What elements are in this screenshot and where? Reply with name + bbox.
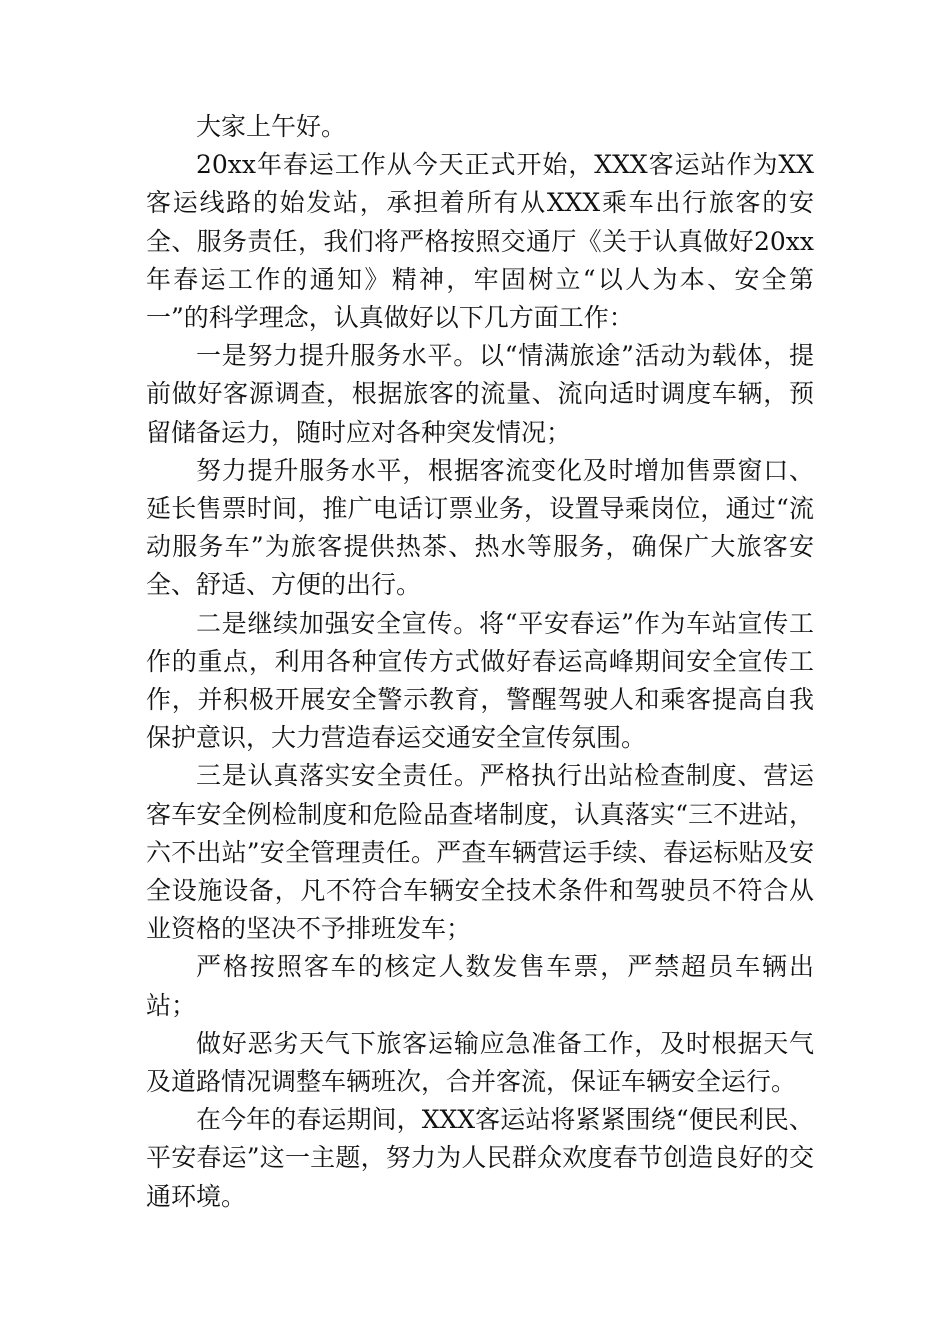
closing-paragraph: 在今年的春运期间，XXX客运站将紧紧围绕“便民利民、平安春运”这一主题，努力为人民群众欢度春节创造良好的交通环境。 [146,1105,814,1211]
service-detail-paragraph: 努力提升服务水平，根据客流变化及时增加售票窗口、延长售票时间，推广电话订票业务，设置导乘岗位，通过“流动服务车”为旅客提供热茶、热水等服务，确保广大旅客安全、舒适、方便的出行。 [146,455,814,600]
service-paragraph: 一是努力提升服务水平。以“情满旅途”活动为载体，提前做好客源调查，根据旅客的流量、流向适时调度车辆，预留储备运力，随时应对各种突发情况； [146,341,814,447]
safety-publicity-paragraph: 二是继续加强安全宣传。将“平安春运”作为车站宣传工作的重点，利用各种宣传方式做好春运高峰期间安全宣传工作，并积极开展安全警示教育，警醒驾驶人和乘客提高自我保护意识，大力营造春运交通安全宣传氛围。 [146,608,814,753]
greeting-paragraph: 大家上午好。 [196,112,347,141]
safety-responsibility-paragraph: 三是认真落实安全责任。严格执行出站检查制度、营运客车安全例检制度和危险品查堵制度，认真落实“三不进站，六不出站”安全管理责任。严查车辆营运手续、春运标贴及安全设施设备，凡不符合车辆安全技术条件和驾驶员不符合从业资格的坚决不予排班发车； [146,761,814,944]
intro-paragraph: 20xx年春运工作从今天正式开始，XXX客运站作为XX客运线路的始发站，承担着所有从XXX乘车出行旅客的安全、服务责任，我们将严格按照交通厅《关于认真做好20xx年春运工作的通知》精神，牢固树立“以人为本、安全第一”的科学理念，认真做好以下几方面工作： [146,150,814,333]
weather-prep-paragraph: 做好恶劣天气下旅客运输应急准备工作，及时根据天气及道路情况调整车辆班次，合并客流，保证车辆安全运行。 [146,1028,814,1097]
ticket-limit-paragraph: 严格按照客车的核定人数发售车票，严禁超员车辆出站； [146,952,814,1020]
document-body [146,108,814,1216]
